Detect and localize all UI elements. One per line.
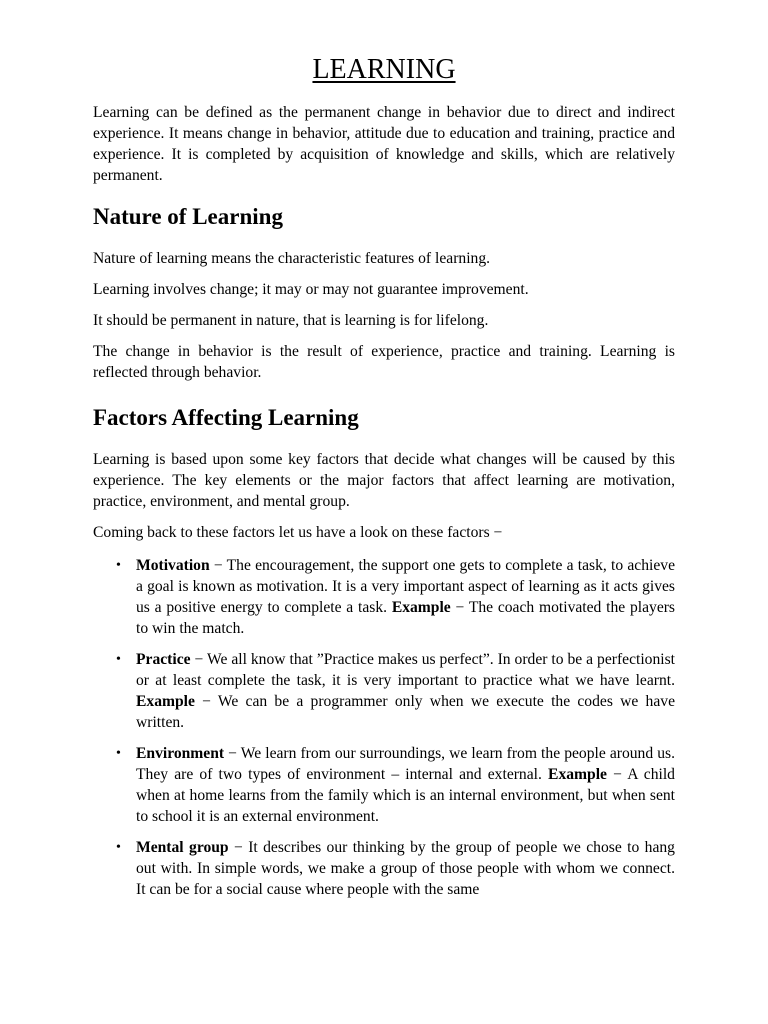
list-item-practice <box>93 649 675 733</box>
factors-intro-paragraph: Learning is based upon some key factors that decide what changes will be caused by this experience. The key elements or the major factors that affect learning are motivation, practice, environment, and mental group. <box>93 451 675 510</box>
example-label: Example <box>136 693 195 710</box>
nature-paragraph: The change in behavior is the result of experience, practice and training. Learning is reflected through behavior. <box>93 343 675 381</box>
factor-term: Environment <box>136 745 225 762</box>
factor-term: Mental group <box>136 839 229 856</box>
nature-section <box>93 248 675 383</box>
nature-paragraph: It should be permanent in nature, that is learning is for lifelong. <box>93 312 489 329</box>
list-item-mental-group <box>93 837 675 900</box>
list-item-environment <box>93 743 675 827</box>
example-text: − A child when at home learns from the family which is an internal environment, but when sent to school it is an external environment. <box>136 766 675 825</box>
factors-heading: Factors Affecting Learning <box>93 405 359 430</box>
example-label: Example <box>548 766 607 783</box>
factor-text: − It describes our thinking by the group of people we chose to hang out with. In simple words, we make a group of those people with whom we connect. It can be for a social cause where people with the same <box>136 839 675 898</box>
factor-text: − The encouragement, the support one gets to complete a task, to achieve a goal is known as motivation. It is a very important aspect of learning as it acts gives us a positive energy to complete a task. <box>136 557 675 616</box>
bullet-icon: • <box>116 746 121 761</box>
document-page <box>93 52 675 910</box>
nature-heading: Nature of Learning <box>93 204 283 229</box>
factor-term: Motivation <box>136 557 210 574</box>
bullet-icon: • <box>116 652 121 667</box>
factor-text: − We all know that ”Practice makes us perfect”. In order to be a perfectionist or at least complete the task, it is very important to practice what we have learnt. <box>136 651 675 689</box>
example-text: − The coach motivated the players to win the match. <box>136 599 675 637</box>
intro-paragraph: Learning can be defined as the permanent change in behavior due to direct and indirect experience. It means change in behavior, attitude due to education and training, practice and experience. It is completed by acquisition of knowledge and skills, which are relatively permanent. <box>93 104 675 184</box>
document-title: LEARNING <box>312 54 456 85</box>
bullet-icon: • <box>116 840 121 855</box>
example-label: Example <box>391 599 451 616</box>
list-item-motivation <box>93 555 675 639</box>
factor-text: − We learn from our surroundings, we learn from the people around us. They are of two types of environment – internal and external. <box>136 745 675 783</box>
factors-list <box>93 555 675 900</box>
nature-paragraph: Learning involves change; it may or may not guarantee improvement. <box>93 281 529 298</box>
example-text: − We can be a programmer only when we execute the codes we have written. <box>136 693 675 731</box>
factor-term: Practice <box>136 651 191 668</box>
bullet-icon: • <box>116 558 121 573</box>
factors-lead-paragraph: Coming back to these factors let us have a look on these factors − <box>93 524 503 541</box>
nature-paragraph: Nature of learning means the characteristic features of learning. <box>93 250 491 267</box>
